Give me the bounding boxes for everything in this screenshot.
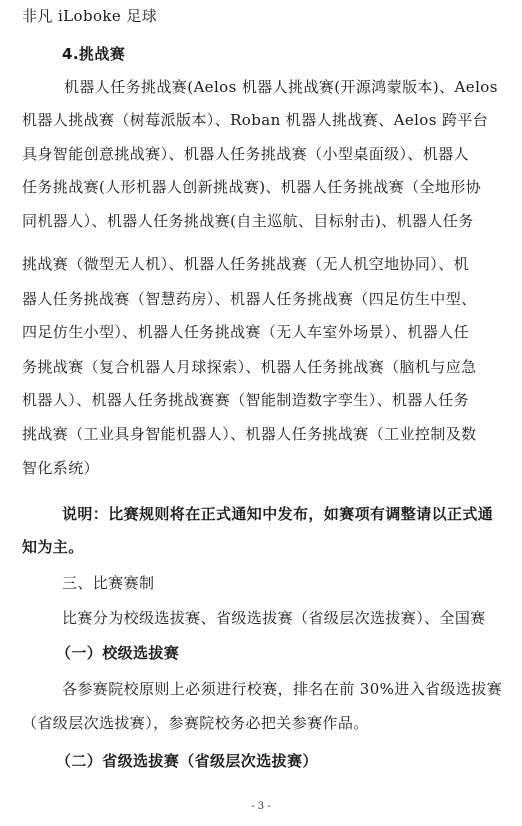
subsection-1-heading: （一）校级选拔赛 — [56, 644, 180, 662]
paragraph-line: 挑战赛（微型无人机）、机器人任务挑战赛（无人机空地协同）、机 — [22, 255, 470, 273]
paragraph-line: 机器人）、机器人任务挑战赛赛（智能制造数字孪生）、机器人任务 — [22, 391, 470, 409]
paragraph-line: 机器人任务挑战赛(Aelos 机器人挑战赛(开源鸿蒙版本)、Aelos — [64, 78, 498, 96]
paragraph-line: 任务挑战赛(人形机器人创新挑战赛)、机器人任务挑战赛（全地形协 — [22, 178, 482, 196]
section-3-heading: 三、比赛赛制 — [62, 574, 155, 592]
paragraph-line: 务挑战赛（复合机器人月球探索）、机器人任务挑战赛（脑机与应急 — [22, 358, 477, 376]
paragraph-line: 具身智能创意挑战赛）、机器人任务挑战赛（小型桌面级）、机器人 — [22, 145, 470, 163]
subsection-2-heading: （二）省级选拔赛（省级层次选拔赛） — [56, 752, 318, 770]
section-3-intro: 比赛分为校级选拔赛、省级选拔赛（省级层次选拔赛）、全国赛 — [62, 609, 486, 627]
note-line: 说明：比赛规则将在正式通知中发布，如赛项有调整请以正式通 — [62, 505, 494, 523]
page-number: - 3 - — [251, 801, 271, 812]
paragraph-line: 各参赛院校原则上必须进行校赛，排名在前 30%进入省级选拔赛 — [62, 680, 503, 698]
paragraph-line: 四足仿生小型）、机器人任务挑战赛（无人车室外场景）、机器人任 — [22, 323, 470, 341]
paragraph-line: 同机器人）、机器人任务挑战赛(自主巡航、目标射击)、机器人任务 — [22, 212, 474, 230]
paragraph-line: 机器人挑战赛（树莓派版本）、Roban 机器人挑战赛、Aelos 跨平台 — [22, 111, 489, 129]
paragraph-line: 智化系统） — [22, 459, 100, 477]
note-line: 知为主。 — [22, 538, 84, 556]
paragraph-line: （省级层次选拔赛），参赛院校务必把关参赛作品。 — [22, 714, 369, 732]
paragraph-line: 器人任务挑战赛（智慧药房）、机器人任务挑战赛（四足仿生中型、 — [22, 290, 477, 308]
top-line-text: 非凡 iLoboke 足球 — [22, 7, 158, 25]
section-4-heading: 4.挑战赛 — [62, 45, 126, 63]
paragraph-line: 挑战赛（工业具身智能机器人）、机器人任务挑战赛（工业控制及数 — [22, 425, 477, 443]
